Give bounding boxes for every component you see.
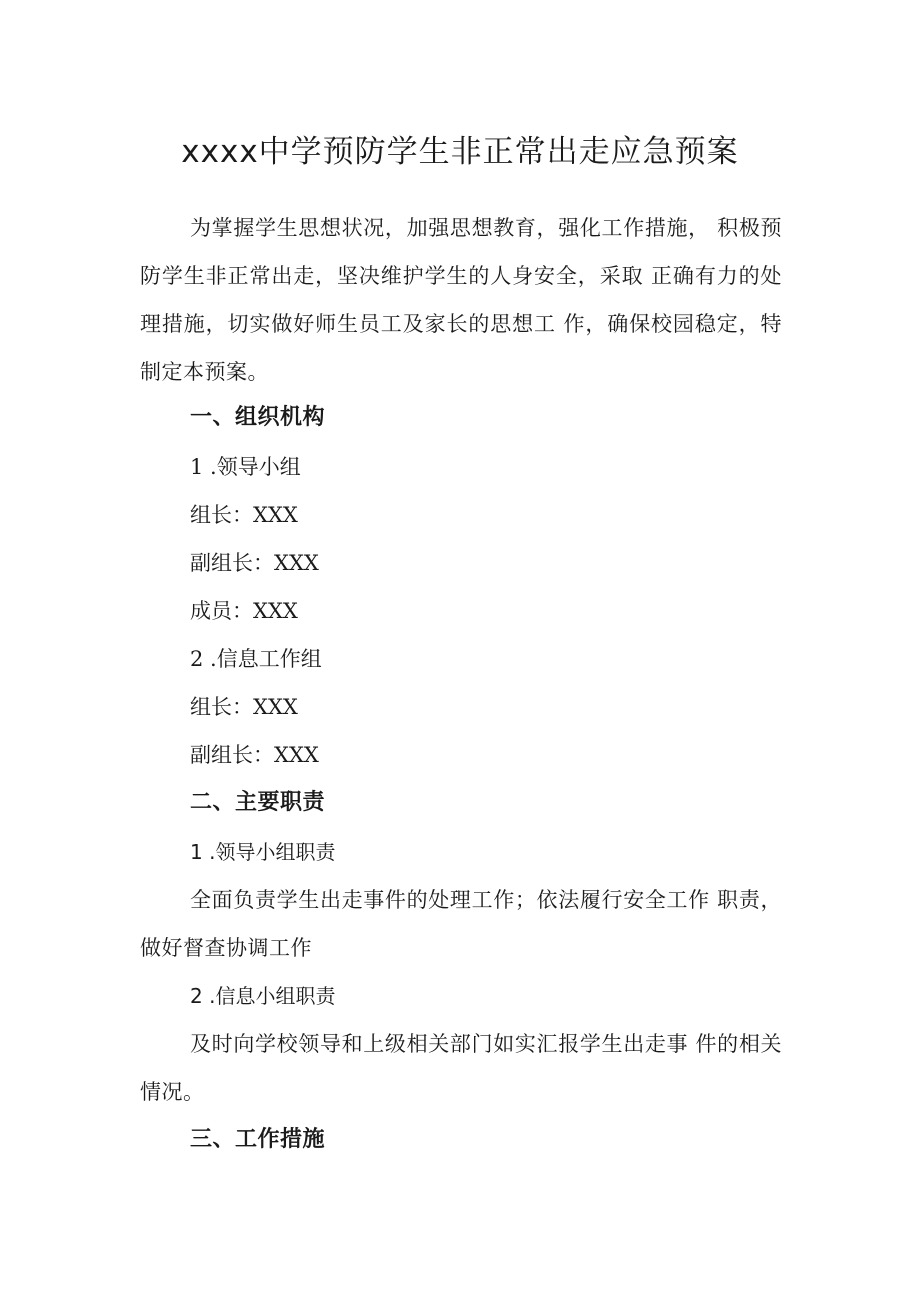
group1-leader: 组长：XXX (190, 503, 298, 527)
group1-deputy: 副组长：XXX (190, 551, 319, 575)
section-heading-organization: 一、组织机构 (190, 405, 326, 430)
group1-title: 1 .领导小组 (190, 455, 301, 479)
section-heading-duties: 二、主要职责 (190, 790, 326, 815)
duty2-paragraph: 及时向学校领导和上级相关部门如实汇报学生出走事 件的相关情况。 (140, 1032, 782, 1104)
group2-deputy: 副组长：XXX (190, 743, 319, 767)
duty2-title: 2 .信息小组职责 (190, 984, 336, 1008)
group2-title: 2 .信息工作组 (190, 647, 322, 671)
group1-members: 成员：XXX (190, 599, 298, 623)
duty1-paragraph: 全面负责学生出走事件的处理工作；依法履行安全工作 职责，做好督查协调工作 (140, 888, 782, 960)
duty1-title: 1 .领导小组职责 (190, 840, 336, 864)
section-heading-measures: 三、工作措施 (190, 1127, 326, 1152)
group2-leader: 组长：XXX (190, 695, 298, 719)
intro-paragraph: 为掌握学生思想状况，加强思想教育，强化工作措施， 积极预防学生非正常出走，坚决维护学生的人身安全，采取 正确有力的处理措施，切实做好师生员工及家长的思想工 作，确保校园稳定，特制定本预案。 (140, 216, 782, 384)
document-title: xxxx中学预防学生非正常出走应急预案 (181, 134, 739, 170)
